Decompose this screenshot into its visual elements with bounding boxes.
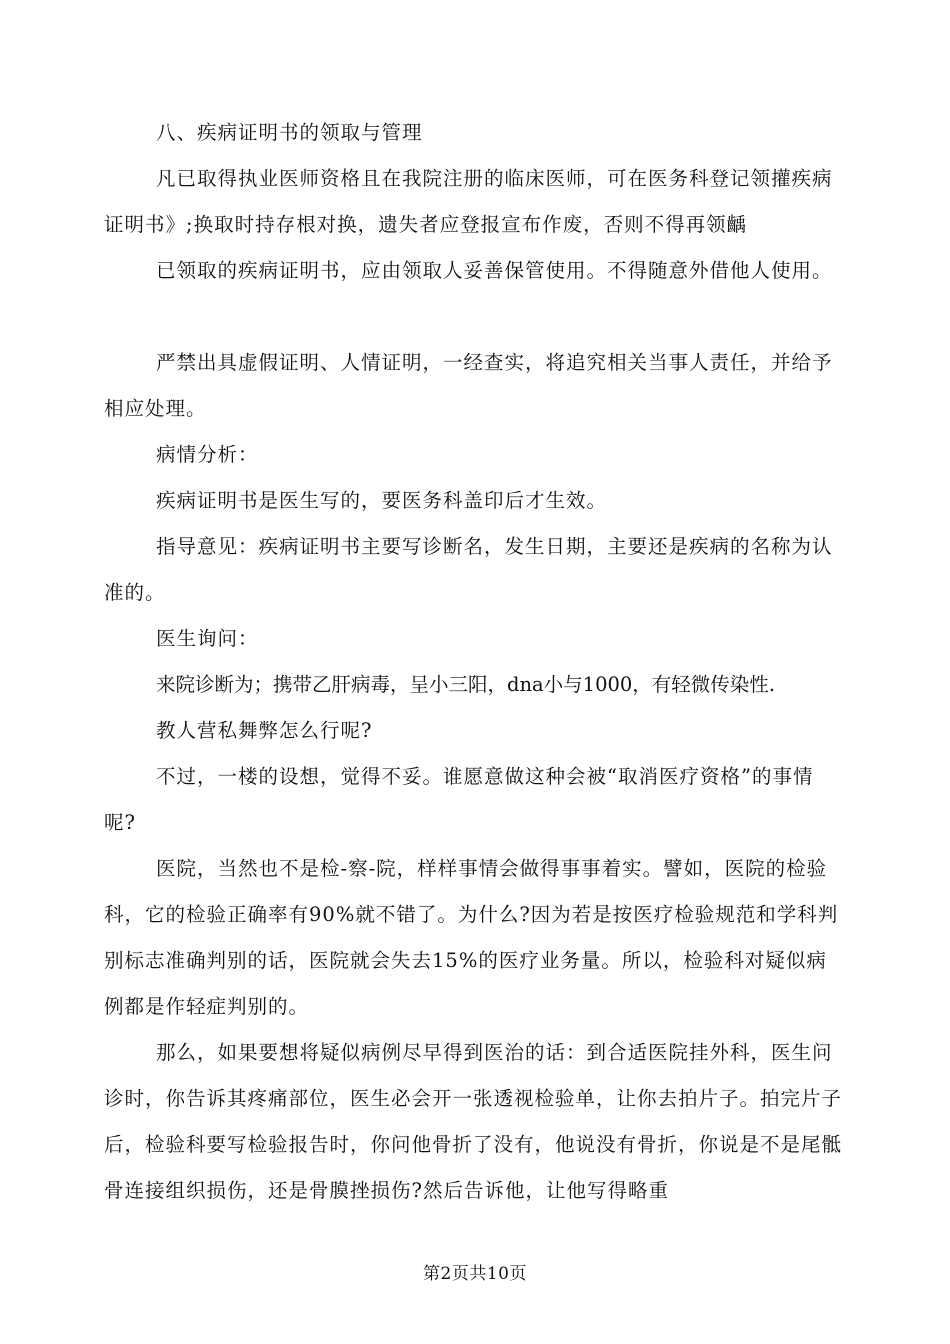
paragraph-5: 疾病证明书是医生写的，要医务科盖印后才生效。 <box>156 489 608 512</box>
paragraph-6: 指导意见：疾病证明书主要写诊断名，发生日期，主要还是疾病的名称为认准的。 <box>104 535 833 604</box>
paragraph-3: 严禁出具虚假证明、人情证明，一经查实，将追究相关当事人责任，并给予相应处理。 <box>104 351 833 420</box>
paragraph-10: 不过，一楼的设想，觉得不妥。谁愿意做这种会被“取消医疗资格”的事情呢? <box>104 765 814 834</box>
paragraph-8: 来院诊断为；携带乙肝病毒，呈小三阳，dna小与1000，有轻微传染性. <box>156 673 775 696</box>
paragraph-2: 已领取的疾病证明书，应由领取人妥善保管使用。不得随意外借他人使用。 <box>156 259 833 282</box>
paragraph-11: 医院，当然也不是检-察-院，样样事情会做得事事着实。譬如，医院的检验科，它的检验正确率有90%就不错了。为什么?因为若是按医疗检验规范和学科判别标志准确判别的话，医院就会失去15%的医疗业务量。所以，检验科对疑似病例都是作轻症判别的。 <box>104 857 839 1018</box>
page-number-footer: 第2页共10页 <box>423 1264 527 1284</box>
paragraph-9: 教人营私舞弊怎么行呢? <box>156 719 373 742</box>
section-heading: 八、疾病证明书的领取与管理 <box>156 121 423 144</box>
paragraph-4: 病情分析： <box>156 443 259 466</box>
paragraph-7: 医生询问： <box>156 627 259 650</box>
paragraph-12: 那么，如果要想将疑似病例尽早得到医治的话：到合适医院挂外科，医生问诊时，你告诉其疼痛部位，医生必会开一张透视检验单，让你去拍片子。拍完片子后，检验科要写检验报告时，你问他骨折了没有，他说没有骨折，你说是不是尾骶骨连接组织损伤，还是骨膜挫损伤?然后告诉他，让他写得略重 <box>104 1041 843 1202</box>
paragraph-1: 凡已取得执业医师资格且在我院注册的临床医师，可在医务科登记领㩲疾病证明书》;换取时持存根对换，遗失者应登报宣布作废，否则不得再领齲 <box>104 167 833 236</box>
